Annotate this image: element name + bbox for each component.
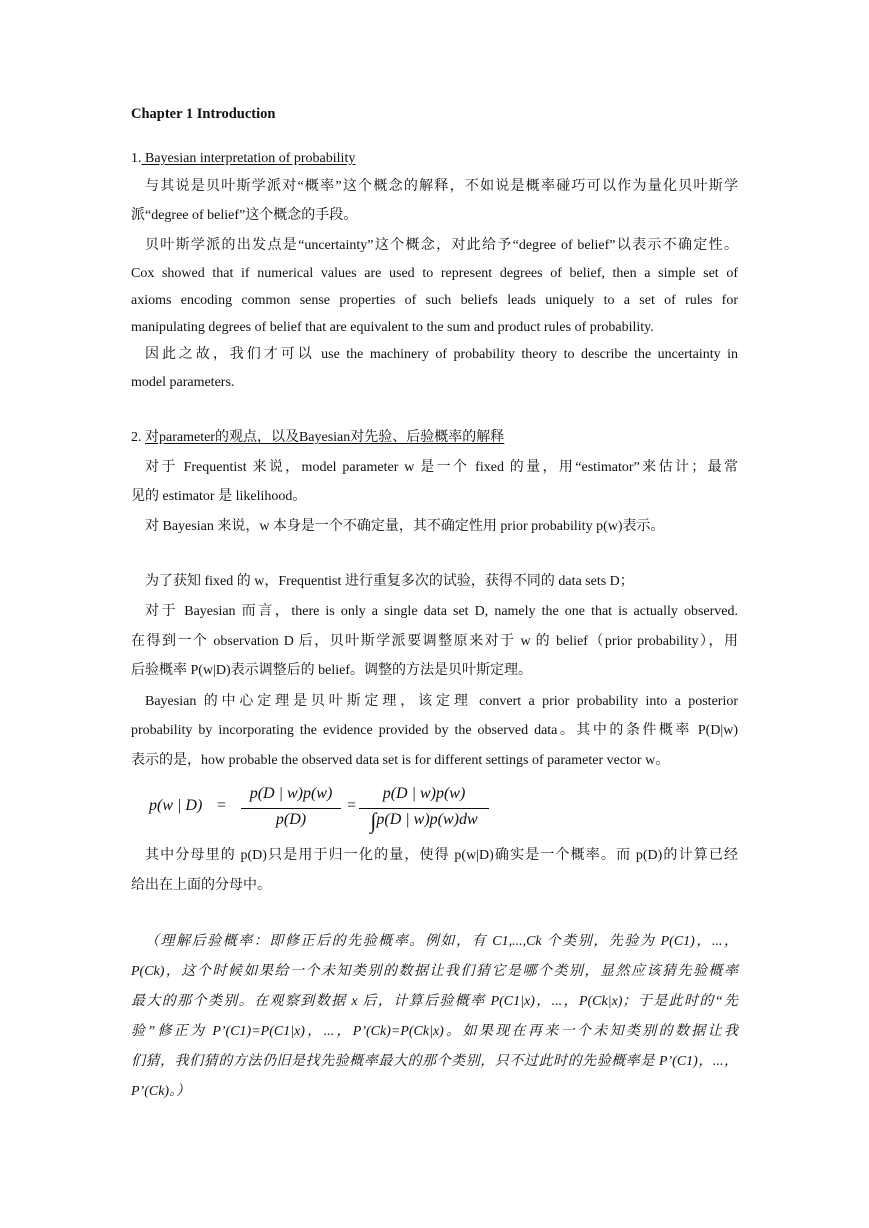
fraction-1-bar [241, 808, 341, 809]
section2-line-5: 对于 Bayesian 而言，there is only a single data set D, namely the one that is actually observed. [145, 604, 738, 619]
section2-line-8: Bayesian 的中心定理是贝叶斯定理，该定理 convert a prior probability into a posterior [145, 694, 738, 709]
section1-line-4: Cox showed that if numerical values are used to represent degrees of belief, then a simple set of [131, 266, 738, 281]
formula-equals-2: = [347, 797, 357, 814]
section2-line-1: 对于 Frequentist 来说，model parameter w 是一个 fixed 的量，用“estimator”来估计；最常 [145, 460, 738, 475]
note-line-1: （理解后验概率：即修正后的先验概率。例如，有 C1,...,Ck 个类别，先验为 P(C1)，...， [145, 934, 738, 949]
formula-fraction-1 [241, 785, 341, 829]
section1-line-6: manipulating degrees of belief that are equivalent to the sum and product rules of probability. [131, 320, 654, 335]
section2-line-3: 对 Bayesian 来说，w 本身是一个不确定量，其不确定性用 prior probability p(w)表示。 [145, 519, 665, 534]
section2-line-10: 表示的是，how probable the observed data set is for different settings of parameter vector w。 [131, 753, 670, 768]
fraction-1-denominator: p(D) [275, 811, 307, 828]
bayes-formula [149, 785, 509, 837]
note-line-6: P’(Ck)。） [131, 1084, 191, 1099]
note-line-4: 验”修正为 P’(C1)=P(C1|x)，...，P’(Ck)=P(Ck|x)。如果现在再来一个未知类别的数据让我 [131, 1024, 738, 1039]
section1-line-2: 派“degree of belief”这个概念的手段。 [131, 208, 358, 223]
formula-equals-1: = [217, 797, 227, 814]
section2-number: 2. [131, 430, 145, 445]
section1-heading [131, 149, 738, 169]
section2-title: 对parameter的观点，以及Bayesian对先验、后验概率的解释 [145, 430, 505, 445]
note-line-5: 们猜，我们猜的方法仍旧是找先验概率最大的那个类别，只不过此时的先验概率是 P’(C1)，...， [131, 1054, 738, 1069]
note-line-2: P(Ck)，这个时候如果给一个未知类别的数据让我们猜它是哪个类别，显然应该猜先验概率 [131, 964, 738, 979]
section2-line-9: probability by incorporating the evidence provided by the observed data。其中的条件概率 P(D|w) [131, 723, 738, 738]
fraction-2-bar [359, 808, 489, 809]
fraction-2-denominator-text: p(D | w)p(w)dw [376, 811, 478, 828]
formula-fraction-2 [359, 785, 489, 833]
section1-line-3: 贝叶斯学派的出发点是“uncertainty”这个概念，对此给予“degree of belief”以表示不确定性。 [145, 238, 738, 253]
section2-heading [131, 428, 738, 448]
note-line-3: 最大的那个类别。在观察到数据 x 后，计算后验概率 P(C1|x)，...，P(Ck|x)；于是此时的“先 [131, 994, 738, 1009]
section1-line-5: axioms encoding common sense properties of such beliefs leads uniquely to a set of rules for [131, 293, 738, 308]
section1-title: Bayesian interpretation of probability [141, 151, 356, 166]
section1-line-7: 因此之故，我们才可以 use the machinery of probability theory to describe the uncertainty in [145, 347, 738, 362]
fraction-2-denominator [359, 808, 489, 833]
section2-line-7: 后验概率 P(w|D)表示调整后的 belief。调整的方法是贝叶斯定理。 [131, 663, 533, 678]
fraction-1-numerator: p(D | w)p(w) [249, 785, 333, 802]
fraction-2-numerator: p(D | w)p(w) [382, 785, 466, 802]
section2-line-2: 见的 estimator 是 likelihood。 [131, 489, 307, 504]
section2-after-formula-2: 给出在上面的分母中。 [131, 878, 271, 893]
section1-line-8: model parameters. [131, 375, 235, 390]
formula-lhs: p(w | D) [149, 797, 203, 814]
section2-line-6: 在得到一个 observation D 后，贝叶斯学派要调整原来对于 w 的 belief（prior probability），用 [131, 634, 738, 649]
integral-sign: ∫ [370, 808, 377, 833]
section2-line-4: 为了获知 fixed 的 w，Frequentist 进行重复多次的试验，获得不同的 data sets D； [145, 574, 634, 589]
chapter-title: Chapter 1 Introduction [131, 106, 276, 122]
section1-line-1: 与其说是贝叶斯学派对“概率”这个概念的解释，不如说是概率碰巧可以作为量化贝叶斯学 [145, 179, 738, 194]
section1-number: 1. [131, 151, 142, 166]
section2-after-formula-1: 其中分母里的 p(D)只是用于归一化的量，使得 p(w|D)确实是一个概率。而 p(D)的计算已经 [145, 848, 738, 863]
